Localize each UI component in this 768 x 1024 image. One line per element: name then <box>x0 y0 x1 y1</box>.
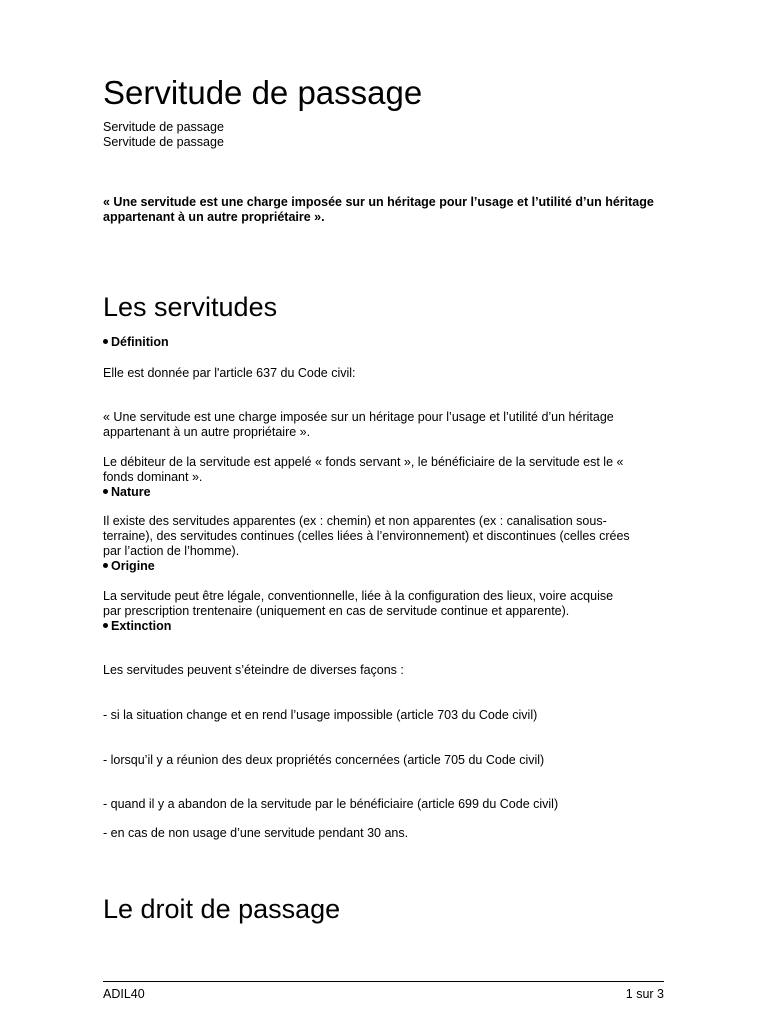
extinction-item-2: - lorsqu’il y a réunion des deux propriétés concernées (article 705 du Code civil) <box>103 753 545 767</box>
bullet-icon <box>103 563 108 568</box>
footer-divider <box>103 981 664 982</box>
footer-page-number: 1 sur 3 <box>625 987 664 1001</box>
origine-text-line-2: par prescription trentenaire (uniquement en cas de servitude continue et apparente). <box>103 604 570 618</box>
extinction-item-3: - quand il y a abandon de la servitude par le bénéficiaire (article 699 du Code civil) <box>103 797 559 811</box>
page-title: Servitude de passage <box>103 74 423 111</box>
extinction-label: Extinction <box>111 619 172 633</box>
nature-label: Nature <box>111 485 151 499</box>
debtor-line-1: Le débiteur de la servitude est appelé « fonds servant », le bénéficiaire de la servitude est le « <box>103 455 624 469</box>
nature-text-line-1: Il existe des servitudes apparentes (ex : chemin) et non apparentes (ex : canalisation sous- <box>103 514 607 528</box>
bullet-icon <box>103 623 108 628</box>
extinction-intro: Les servitudes peuvent s’éteindre de diverses façons : <box>103 663 404 677</box>
origine-text-line-1: La servitude peut être légale, conventionnelle, liée à la configuration des lieux, voire acquise <box>103 589 614 603</box>
section-heading-servitudes: Les servitudes <box>103 292 278 322</box>
subtitle-line-1: Servitude de passage <box>103 120 224 134</box>
bullet-origine <box>103 559 155 574</box>
definition-quote-line-1: « Une servitude est une charge imposée sur un héritage pour l’usage et l’utilité d’un héritage <box>103 410 614 424</box>
footer-org: ADIL40 <box>103 987 145 1001</box>
extinction-item-4: - en cas de non usage d’une servitude pendant 30 ans. <box>103 826 409 840</box>
bullet-icon <box>103 339 108 344</box>
nature-text-line-2: terraine), des servitudes continues (celles liées à l’environnement) et discontinues (celles crées <box>103 529 630 543</box>
section-heading-droit-de-passage: Le droit de passage <box>103 894 341 924</box>
bullet-extinction <box>103 619 171 634</box>
intro-quote-line-1: « Une servitude est une charge imposée sur un héritage pour l’usage et l’utilité d’un héritage <box>103 195 654 209</box>
debtor-line-2: fonds dominant ». <box>103 470 203 484</box>
bullet-nature <box>103 485 151 500</box>
bullet-icon <box>103 489 108 494</box>
definition-text: Elle est donnée par l'article 637 du Code civil: <box>103 366 356 380</box>
nature-text-line-3: par l’action de l’homme). <box>103 544 240 558</box>
subtitle-line-2: Servitude de passage <box>103 135 224 149</box>
definition-quote-line-2: appartenant à un autre propriétaire ». <box>103 425 311 439</box>
definition-label: Définition <box>111 335 169 349</box>
origine-label: Origine <box>111 559 155 573</box>
bullet-definition <box>103 335 169 350</box>
extinction-item-1: - si la situation change et en rend l’usage impossible (article 703 du Code civil) <box>103 708 538 722</box>
intro-quote-line-2: appartenant à un autre propriétaire ». <box>103 210 325 224</box>
